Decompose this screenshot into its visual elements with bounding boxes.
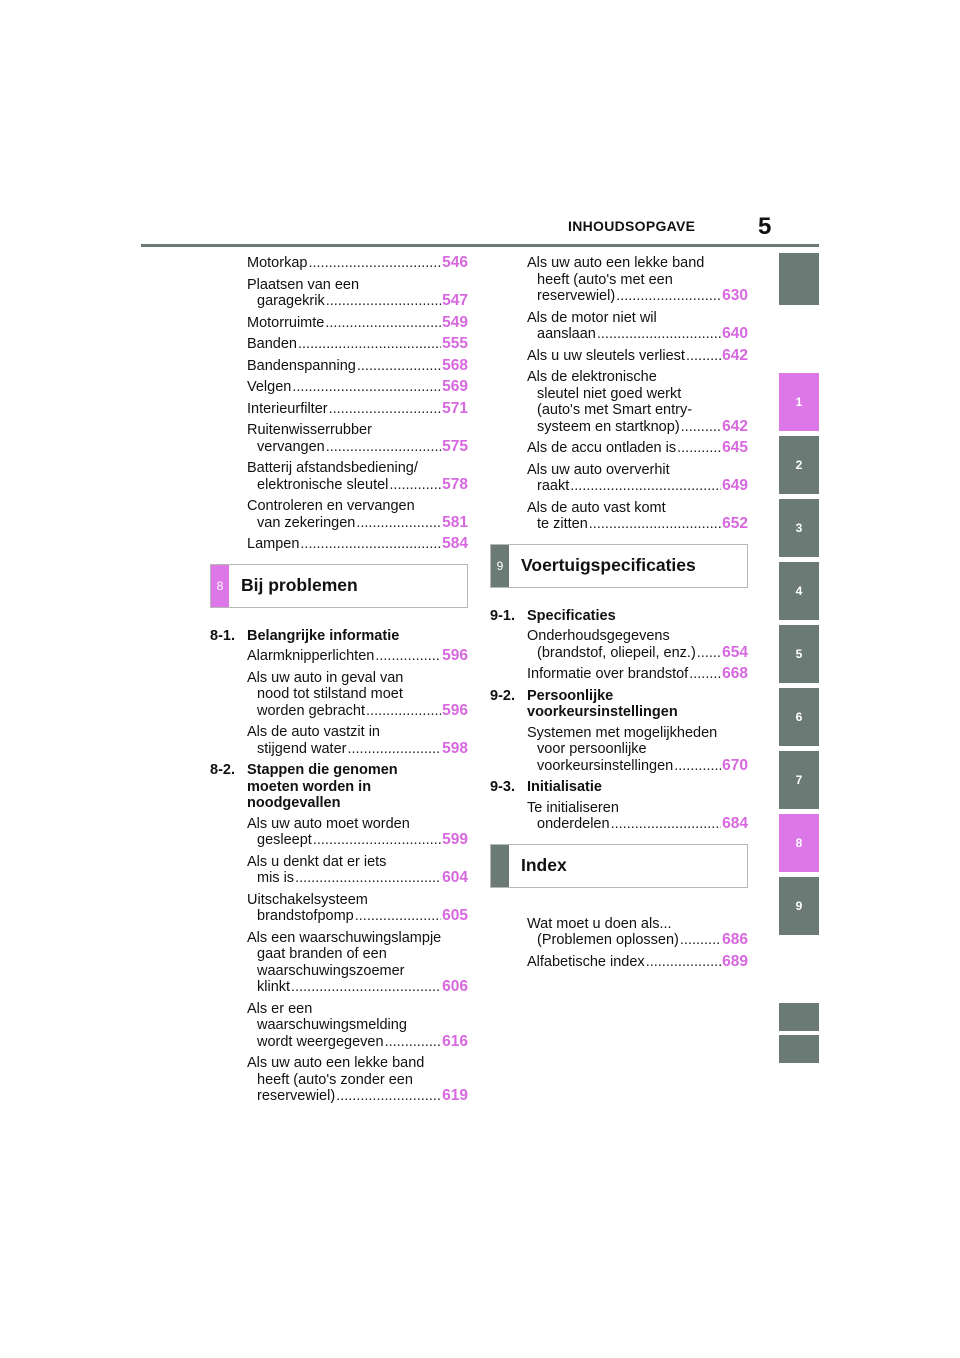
toc-entry-text: heeft (auto's met een: [537, 271, 673, 288]
toc-entry[interactable]: [490, 666, 748, 683]
header-title: INHOUDSOPGAVE: [568, 218, 696, 234]
toc-entry[interactable]: [210, 379, 468, 396]
chapter-8-box[interactable]: [210, 564, 468, 608]
page-link[interactable]: 571: [442, 399, 468, 417]
toc-entry-text: raakt: [537, 478, 570, 494]
toc-entry-text: Te initialiseren: [527, 799, 619, 816]
chapter-9-title: Voertuigspecificaties: [521, 555, 696, 575]
page-link[interactable]: 642: [722, 417, 748, 435]
toc-entry-text: Als de auto vast komt: [527, 499, 666, 516]
toc-entry-text: Wat moet u doen als...: [527, 915, 672, 932]
section-title: Initialisatie: [527, 779, 602, 795]
toc-entry-text: aanslaan: [537, 326, 596, 342]
toc-entry-text: Als u denkt dat er iets: [247, 853, 387, 870]
toc-entry-text: Alfabetische index: [527, 953, 645, 970]
dot-leader: [697, 645, 721, 662]
index-box[interactable]: [490, 844, 748, 888]
page-link[interactable]: 686: [722, 931, 748, 948]
toc-entry[interactable]: [490, 800, 748, 833]
toc-entry-text: Als de auto vastzit in: [247, 724, 380, 740]
toc-entry-text: garagekrik: [257, 293, 325, 309]
section-9-3-list: [490, 800, 748, 833]
toc-entry-text: Informatie over brandstof: [527, 666, 689, 682]
dot-leader: [336, 1088, 441, 1105]
page-number: 5: [758, 213, 772, 240]
page-link[interactable]: 546: [442, 254, 468, 271]
toc-entry[interactable]: [210, 315, 468, 332]
toc-entry-text: gesleept: [257, 832, 312, 848]
toc-entry-text: Controleren en vervangen: [247, 498, 415, 514]
toc-entry[interactable]: [210, 892, 468, 925]
page-link[interactable]: 619: [442, 1087, 468, 1104]
toc-entry[interactable]: [490, 462, 748, 495]
page-link[interactable]: 652: [722, 515, 748, 532]
section-title: Belangrijke informatie: [247, 627, 400, 644]
side-tab-7[interactable]: 7: [779, 751, 819, 809]
side-tab-blank-bottom-2[interactable]: [779, 1035, 819, 1063]
page-link[interactable]: 670: [722, 756, 748, 774]
dot-leader: [347, 741, 441, 758]
page-link[interactable]: 569: [442, 378, 468, 395]
index-title: Index: [521, 855, 567, 875]
toc-entry-text: vervangen: [257, 438, 325, 455]
toc-entry-text: Onderhoudsgegevens: [527, 628, 670, 644]
dot-leader: [646, 954, 721, 971]
section-title-line: moeten worden in: [247, 778, 372, 795]
page-link[interactable]: 630: [722, 287, 748, 304]
toc-entry[interactable]: [490, 310, 748, 343]
dot-leader: [389, 477, 441, 494]
toc-entry-text: Bandenspanning: [247, 357, 356, 374]
toc-entry[interactable]: [490, 628, 748, 661]
toc-entry-text: Interieurfilter: [247, 400, 328, 417]
toc-entry[interactable]: [210, 498, 468, 531]
toc-entry-text: reservewiel): [537, 288, 616, 304]
page-link[interactable]: 575: [442, 437, 468, 455]
dot-leader: [681, 419, 721, 436]
section-title-line: noodgevallen: [247, 795, 341, 811]
section-9-3-heading: [490, 779, 748, 796]
toc-entry[interactable]: [490, 916, 748, 949]
page-link[interactable]: 598: [442, 739, 468, 757]
dot-leader: [689, 666, 721, 683]
dot-leader: [308, 255, 441, 272]
toc-entry-text: van zekeringen: [257, 514, 356, 531]
page-link[interactable]: 684: [722, 815, 748, 832]
dot-leader: [366, 703, 441, 720]
toc-entry-text: klinkt: [257, 979, 291, 995]
toc-entry[interactable]: [210, 1055, 468, 1105]
page-link[interactable]: 640: [722, 325, 748, 342]
dot-leader: [686, 348, 721, 365]
dot-leader: [356, 515, 441, 532]
toc-entry-text: Als uw auto in geval van: [247, 669, 404, 686]
chapter-8-title: Bij problemen: [241, 575, 358, 595]
toc-entry-text: sleutel niet goed werkt: [537, 385, 682, 402]
toc-entry-text: gaat branden of een: [257, 946, 387, 962]
toc-entry-text: waarschuwingszoemer: [257, 962, 405, 979]
dot-leader: [616, 288, 721, 305]
toc-entry-text: Als u uw sleutels verliest: [527, 347, 685, 364]
dot-leader: [570, 478, 721, 495]
toc-entry-text: Lampen: [247, 536, 300, 552]
section-number: 9-3.: [490, 779, 515, 795]
dot-leader: [385, 1034, 442, 1051]
toc-entry[interactable]: [210, 930, 468, 996]
toc-entry-text: Als de motor niet wil: [527, 309, 657, 326]
toc-entry-text: nood tot stilstand moet: [257, 686, 403, 702]
side-tab-3[interactable]: 3: [779, 499, 819, 557]
toc-entry-text: worden gebracht: [257, 702, 366, 719]
toc-entry[interactable]: [210, 816, 468, 849]
page-link[interactable]: 645: [722, 439, 748, 456]
toc-entry-text: Batterij afstandsbediening/: [247, 460, 418, 476]
dot-leader: [674, 758, 721, 775]
page-link[interactable]: 606: [442, 978, 468, 995]
toc-entry-text: (brandstof, oliepeil, enz.): [537, 644, 696, 661]
toc-entry[interactable]: [210, 460, 468, 493]
toc-entry-text: Motorruimte: [247, 314, 325, 331]
toc-entry-text: brandstofpomp: [257, 908, 354, 924]
toc-entry-text: Alarmknipperlichten: [247, 648, 375, 664]
toc-entry-text: reservewiel): [257, 1088, 336, 1104]
dot-leader: [292, 379, 441, 396]
toc-entry[interactable]: [210, 536, 468, 553]
toc-entry[interactable]: [210, 277, 468, 310]
section-9-2-list: [490, 725, 748, 775]
dot-leader: [375, 648, 441, 665]
header-rule: [141, 244, 819, 247]
section-8-2-heading: [210, 762, 468, 812]
toc-entry[interactable]: [490, 255, 748, 305]
toc-entry[interactable]: [210, 358, 468, 375]
dot-leader: [295, 870, 441, 887]
dot-leader: [355, 908, 441, 925]
toc-entry-text: (Problemen oplossen): [537, 932, 679, 948]
page-link[interactable]: 604: [442, 869, 468, 886]
side-tab-2[interactable]: 2: [779, 436, 819, 494]
side-tab-5[interactable]: 5: [779, 625, 819, 683]
toc-entry[interactable]: [210, 724, 468, 757]
dot-leader: [597, 326, 721, 343]
side-tab-1[interactable]: 1: [779, 373, 819, 431]
side-tab-8[interactable]: 8: [779, 814, 819, 872]
section-8-2-list: [210, 816, 468, 1105]
page-link[interactable]: 555: [442, 335, 468, 352]
section-9-2-heading: [490, 688, 748, 721]
toc-entry-text: mis is: [257, 870, 295, 886]
toc-entry-text: Als uw auto moet worden: [247, 815, 410, 832]
toc-entry-text: Ruitenwisserrubber: [247, 422, 372, 438]
section-title-line: voorkeursinstellingen: [527, 704, 678, 720]
toc-entry[interactable]: [210, 255, 468, 272]
index-list: [490, 916, 748, 971]
section-title-line: Stappen die genomen: [247, 762, 398, 778]
section-title-line: Persoonlijke: [527, 687, 614, 704]
toc-entry-text: voorkeursinstellingen: [537, 757, 674, 774]
section-9-1-list: [490, 628, 748, 683]
toc-entry-text: Als de elektronische: [527, 369, 657, 385]
toc-entry-text: systeem en startknop): [537, 418, 680, 435]
chapter-9-tab: 9: [491, 545, 509, 587]
toc-entry-text: Plaatsen van een: [247, 276, 360, 293]
page-link[interactable]: 616: [442, 1032, 468, 1050]
toc-list-chapter7-cont: [210, 255, 468, 553]
page-link[interactable]: 654: [722, 643, 748, 661]
page-link[interactable]: 689: [722, 952, 748, 970]
side-tab-4[interactable]: 4: [779, 562, 819, 620]
side-tab-9[interactable]: 9: [779, 877, 819, 935]
section-title: Specificaties: [527, 607, 616, 624]
toc-entry-text: elektronische sleutel: [257, 476, 389, 493]
section-8-1-heading: [210, 628, 468, 645]
page-link[interactable]: 596: [442, 647, 468, 664]
page-link[interactable]: 605: [442, 907, 468, 924]
toc-entry-text: Als de accu ontladen is: [527, 440, 677, 456]
side-tab-blank-top[interactable]: [779, 253, 819, 305]
toc-entry-text: Als uw auto een lekke band: [527, 255, 705, 271]
toc-entry-text: onderdelen: [537, 816, 610, 832]
toc-entry[interactable]: [210, 401, 468, 418]
dot-leader: [313, 832, 441, 849]
dot-leader: [298, 336, 441, 353]
dot-leader: [300, 536, 441, 553]
dot-leader: [589, 516, 721, 533]
toc-entry-text: Als er een: [247, 1000, 313, 1017]
section-number: 9-2.: [490, 687, 515, 704]
toc-entry-text: Banden: [247, 336, 297, 352]
toc-entry-text: wordt weergegeven: [257, 1033, 384, 1050]
toc-left-column: [210, 255, 468, 1110]
page-link[interactable]: 568: [442, 356, 468, 374]
toc-entry[interactable]: [210, 1001, 468, 1051]
toc-entry[interactable]: [490, 954, 748, 971]
section-number: 8-1.: [210, 627, 235, 644]
chapter-9-box[interactable]: [490, 544, 748, 588]
toc-entry-text: voor persoonlijke: [537, 741, 647, 757]
toc-entry-text: waarschuwingsmelding: [257, 1017, 407, 1033]
side-tab-6[interactable]: 6: [779, 688, 819, 746]
toc-entry[interactable]: [210, 648, 468, 665]
dot-leader: [357, 358, 441, 375]
toc-entry-text: Als een waarschuwingslampje: [247, 929, 442, 946]
toc-entry-text: te zitten: [537, 516, 588, 532]
page-link[interactable]: 547: [442, 292, 468, 309]
toc-entry[interactable]: [490, 440, 748, 457]
toc-entry-text: Velgen: [247, 379, 292, 395]
dot-leader: [325, 315, 441, 332]
dot-leader: [611, 816, 722, 833]
toc-entry[interactable]: [490, 348, 748, 365]
page-link[interactable]: 599: [442, 831, 468, 848]
dot-leader: [326, 293, 441, 310]
dot-leader: [291, 979, 441, 996]
page-link[interactable]: 549: [442, 313, 468, 331]
page-link[interactable]: 668: [722, 665, 748, 682]
dot-leader: [326, 439, 441, 456]
page-link[interactable]: 578: [442, 475, 468, 493]
toc-entry-text: (auto's met Smart entry-: [537, 402, 693, 418]
toc-entry-text: Systemen met mogelijkheden: [527, 724, 718, 741]
toc-list-chapter8-cont: [490, 255, 748, 533]
toc-entry[interactable]: [210, 336, 468, 353]
section-8-1-list: [210, 648, 468, 757]
toc-entry[interactable]: [490, 369, 748, 435]
side-tab-blank-bottom-1[interactable]: [779, 1003, 819, 1031]
page-link[interactable]: 581: [442, 513, 468, 531]
section-number: 8-2.: [210, 762, 235, 778]
section-number: 9-1.: [490, 607, 515, 624]
toc-entry[interactable]: [210, 422, 468, 455]
dot-leader: [677, 440, 721, 457]
toc-entry[interactable]: [490, 725, 748, 775]
index-tab: [491, 845, 509, 887]
toc-entry-text: Uitschakelsysteem: [247, 891, 368, 908]
dot-leader: [680, 932, 721, 949]
toc-entry[interactable]: [490, 500, 748, 533]
section-9-1-heading: [490, 608, 748, 625]
toc-right-column: [490, 255, 748, 975]
toc-entry[interactable]: [210, 670, 468, 720]
toc-entry-text: heeft (auto's zonder een: [257, 1071, 413, 1088]
page-link[interactable]: 596: [442, 701, 468, 719]
toc-entry-text: Motorkap: [247, 255, 308, 271]
toc-entry-text: stijgend water: [257, 740, 347, 757]
page-link[interactable]: 642: [722, 346, 748, 364]
page-link[interactable]: 584: [442, 535, 468, 552]
toc-entry-text: Als uw auto oververhit: [527, 461, 670, 478]
toc-entry-text: Als uw auto een lekke band: [247, 1055, 425, 1071]
dot-leader: [329, 401, 442, 418]
page-link[interactable]: 649: [722, 477, 748, 494]
chapter-8-tab: 8: [211, 565, 229, 607]
toc-entry[interactable]: [210, 854, 468, 887]
